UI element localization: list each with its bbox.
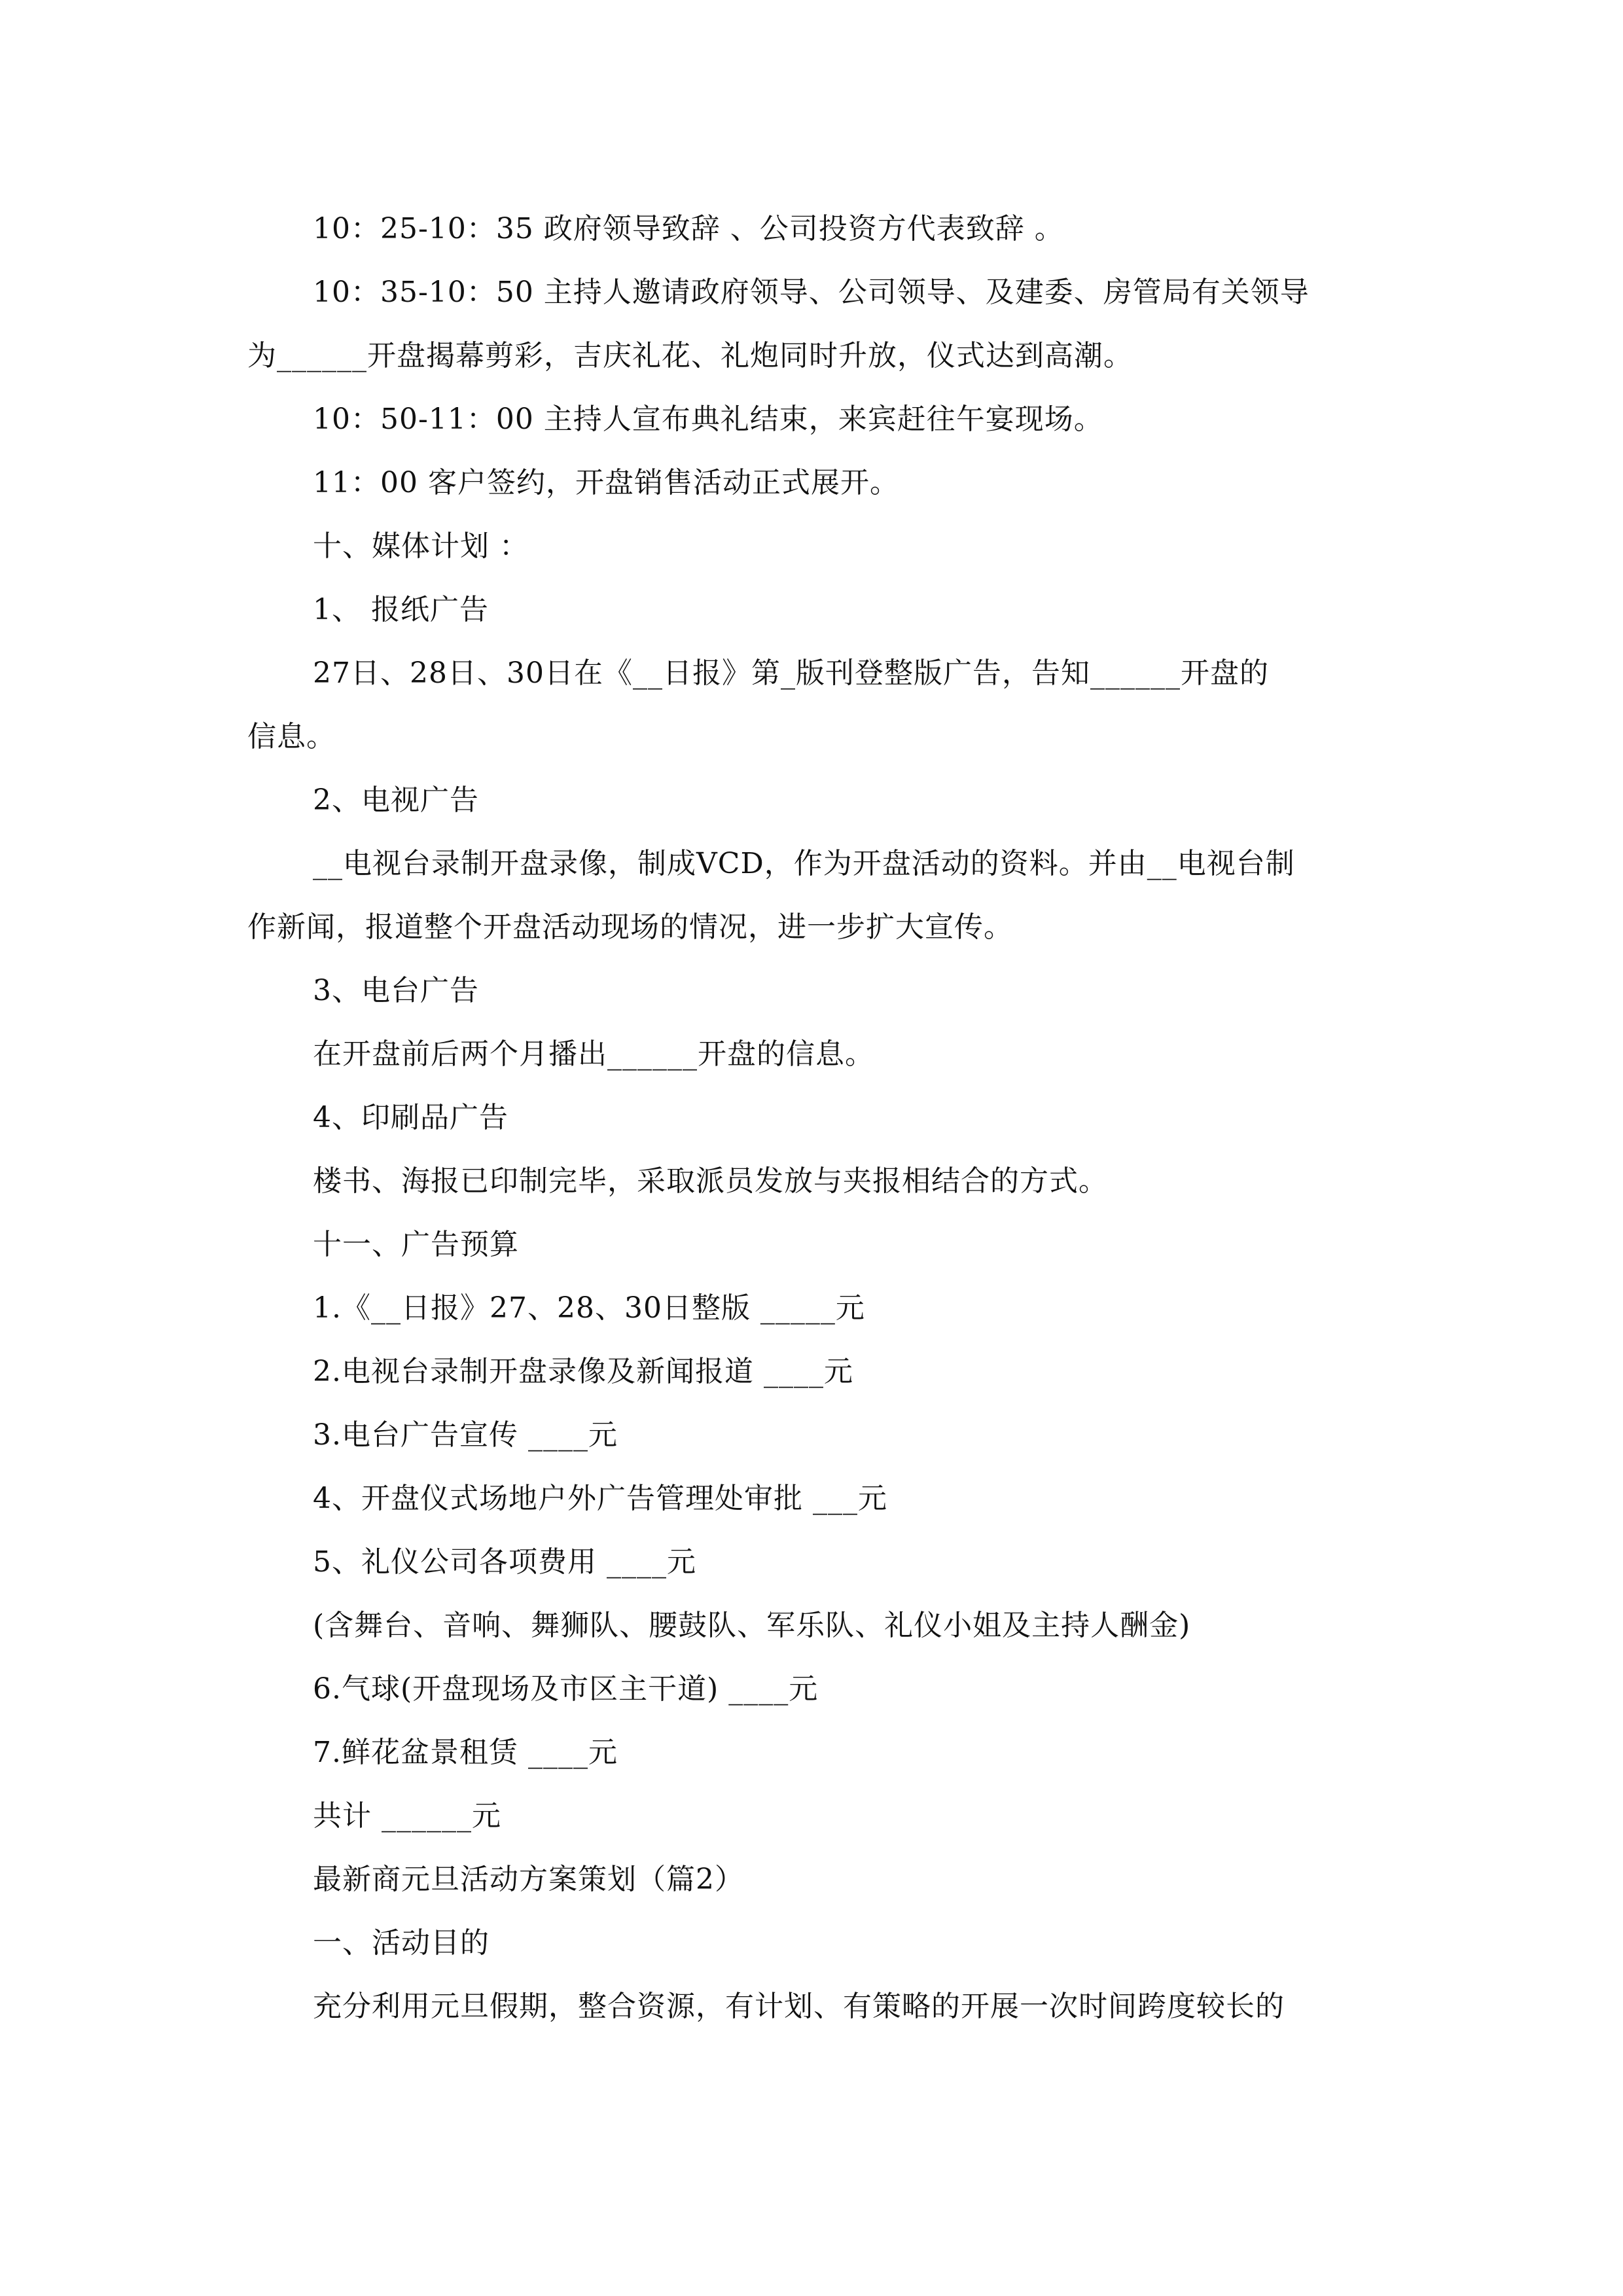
paragraph-newspaper-line-2: 信息。 [247, 720, 336, 753]
subheading-newspaper-ads: 1、 报纸广告 [313, 593, 489, 626]
paragraph-print: 楼书、海报已印制完毕，采取派员发放与夹报相结合的方式。 [313, 1164, 1108, 1198]
subheading-print-ads: 4、印刷品广告 [313, 1101, 508, 1134]
schedule-line-1035-cont: 为______开盘揭幕剪彩，吉庆礼花、礼炮同时升放，仪式达到高潮。 [247, 339, 1133, 372]
section-heading-activity-purpose: 一、活动目的 [313, 1926, 490, 1960]
schedule-line-1035: 10：35-10：50 主持人邀请政府领导、公司领导、及建委、房管局有关领导 [313, 276, 1310, 309]
paragraph-radio: 在开盘前后两个月播出______开盘的信息。 [313, 1037, 874, 1071]
schedule-line-1025: 10：25-10：35 政府领导致辞 、公司投资方代表致辞 。 [313, 212, 1064, 245]
budget-item-4: 4、开盘仪式场地户外广告管理处审批 ___元 [313, 1482, 887, 1515]
budget-item-7: 7.鲜花盆景租赁 ____元 [313, 1736, 618, 1769]
paragraph-tv-line-1: __电视台录制开盘录像，制成VCD，作为开盘活动的资料。并由__电视台制 [313, 847, 1295, 880]
budget-item-3: 3.电台广告宣传 ____元 [313, 1418, 618, 1452]
paragraph-newspaper-line-1: 27日、28日、30日在《__日报》第_版刊登整版广告，告知______开盘的 [313, 656, 1269, 690]
budget-total: 共计 ______元 [313, 1799, 501, 1833]
paragraph-activity-purpose: 充分利用元旦假期，整合资源，有计划、有策略的开展一次时间跨度较长的 [313, 1990, 1285, 2023]
budget-item-5-note: (含舞台、音响、舞狮队、腰鼓队、军乐队、礼仪小姐及主持人酬金) [313, 1609, 1191, 1642]
paragraph-tv-line-2: 作新闻，报道整个开盘活动现场的情况，进一步扩大宣传。 [247, 910, 1013, 944]
subheading-radio-ads: 3、电台广告 [313, 974, 479, 1007]
schedule-line-1050: 10：50-11：00 主持人宣布典礼结束，来宾赶往午宴现场。 [313, 403, 1103, 436]
budget-item-5: 5、礼仪公司各项费用 ____元 [313, 1545, 696, 1579]
budget-item-1: 1.《__日报》27、28、30日整版 _____元 [313, 1291, 865, 1325]
section-heading-media-plan: 十、媒体计划 ： [313, 529, 529, 563]
section-heading-ad-budget: 十一、广告预算 [313, 1228, 519, 1261]
schedule-line-1100: 11：00 客户签约，开盘销售活动正式展开。 [313, 466, 899, 499]
subheading-tv-ads: 2、电视广告 [313, 783, 479, 817]
article-title-part-2: 最新商元旦活动方案策划（篇2） [313, 1863, 744, 1896]
budget-item-6: 6.气球(开盘现场及市区主干道) ____元 [313, 1672, 819, 1706]
budget-item-2: 2.电视台录制开盘录像及新闻报道 ____元 [313, 1355, 853, 1388]
